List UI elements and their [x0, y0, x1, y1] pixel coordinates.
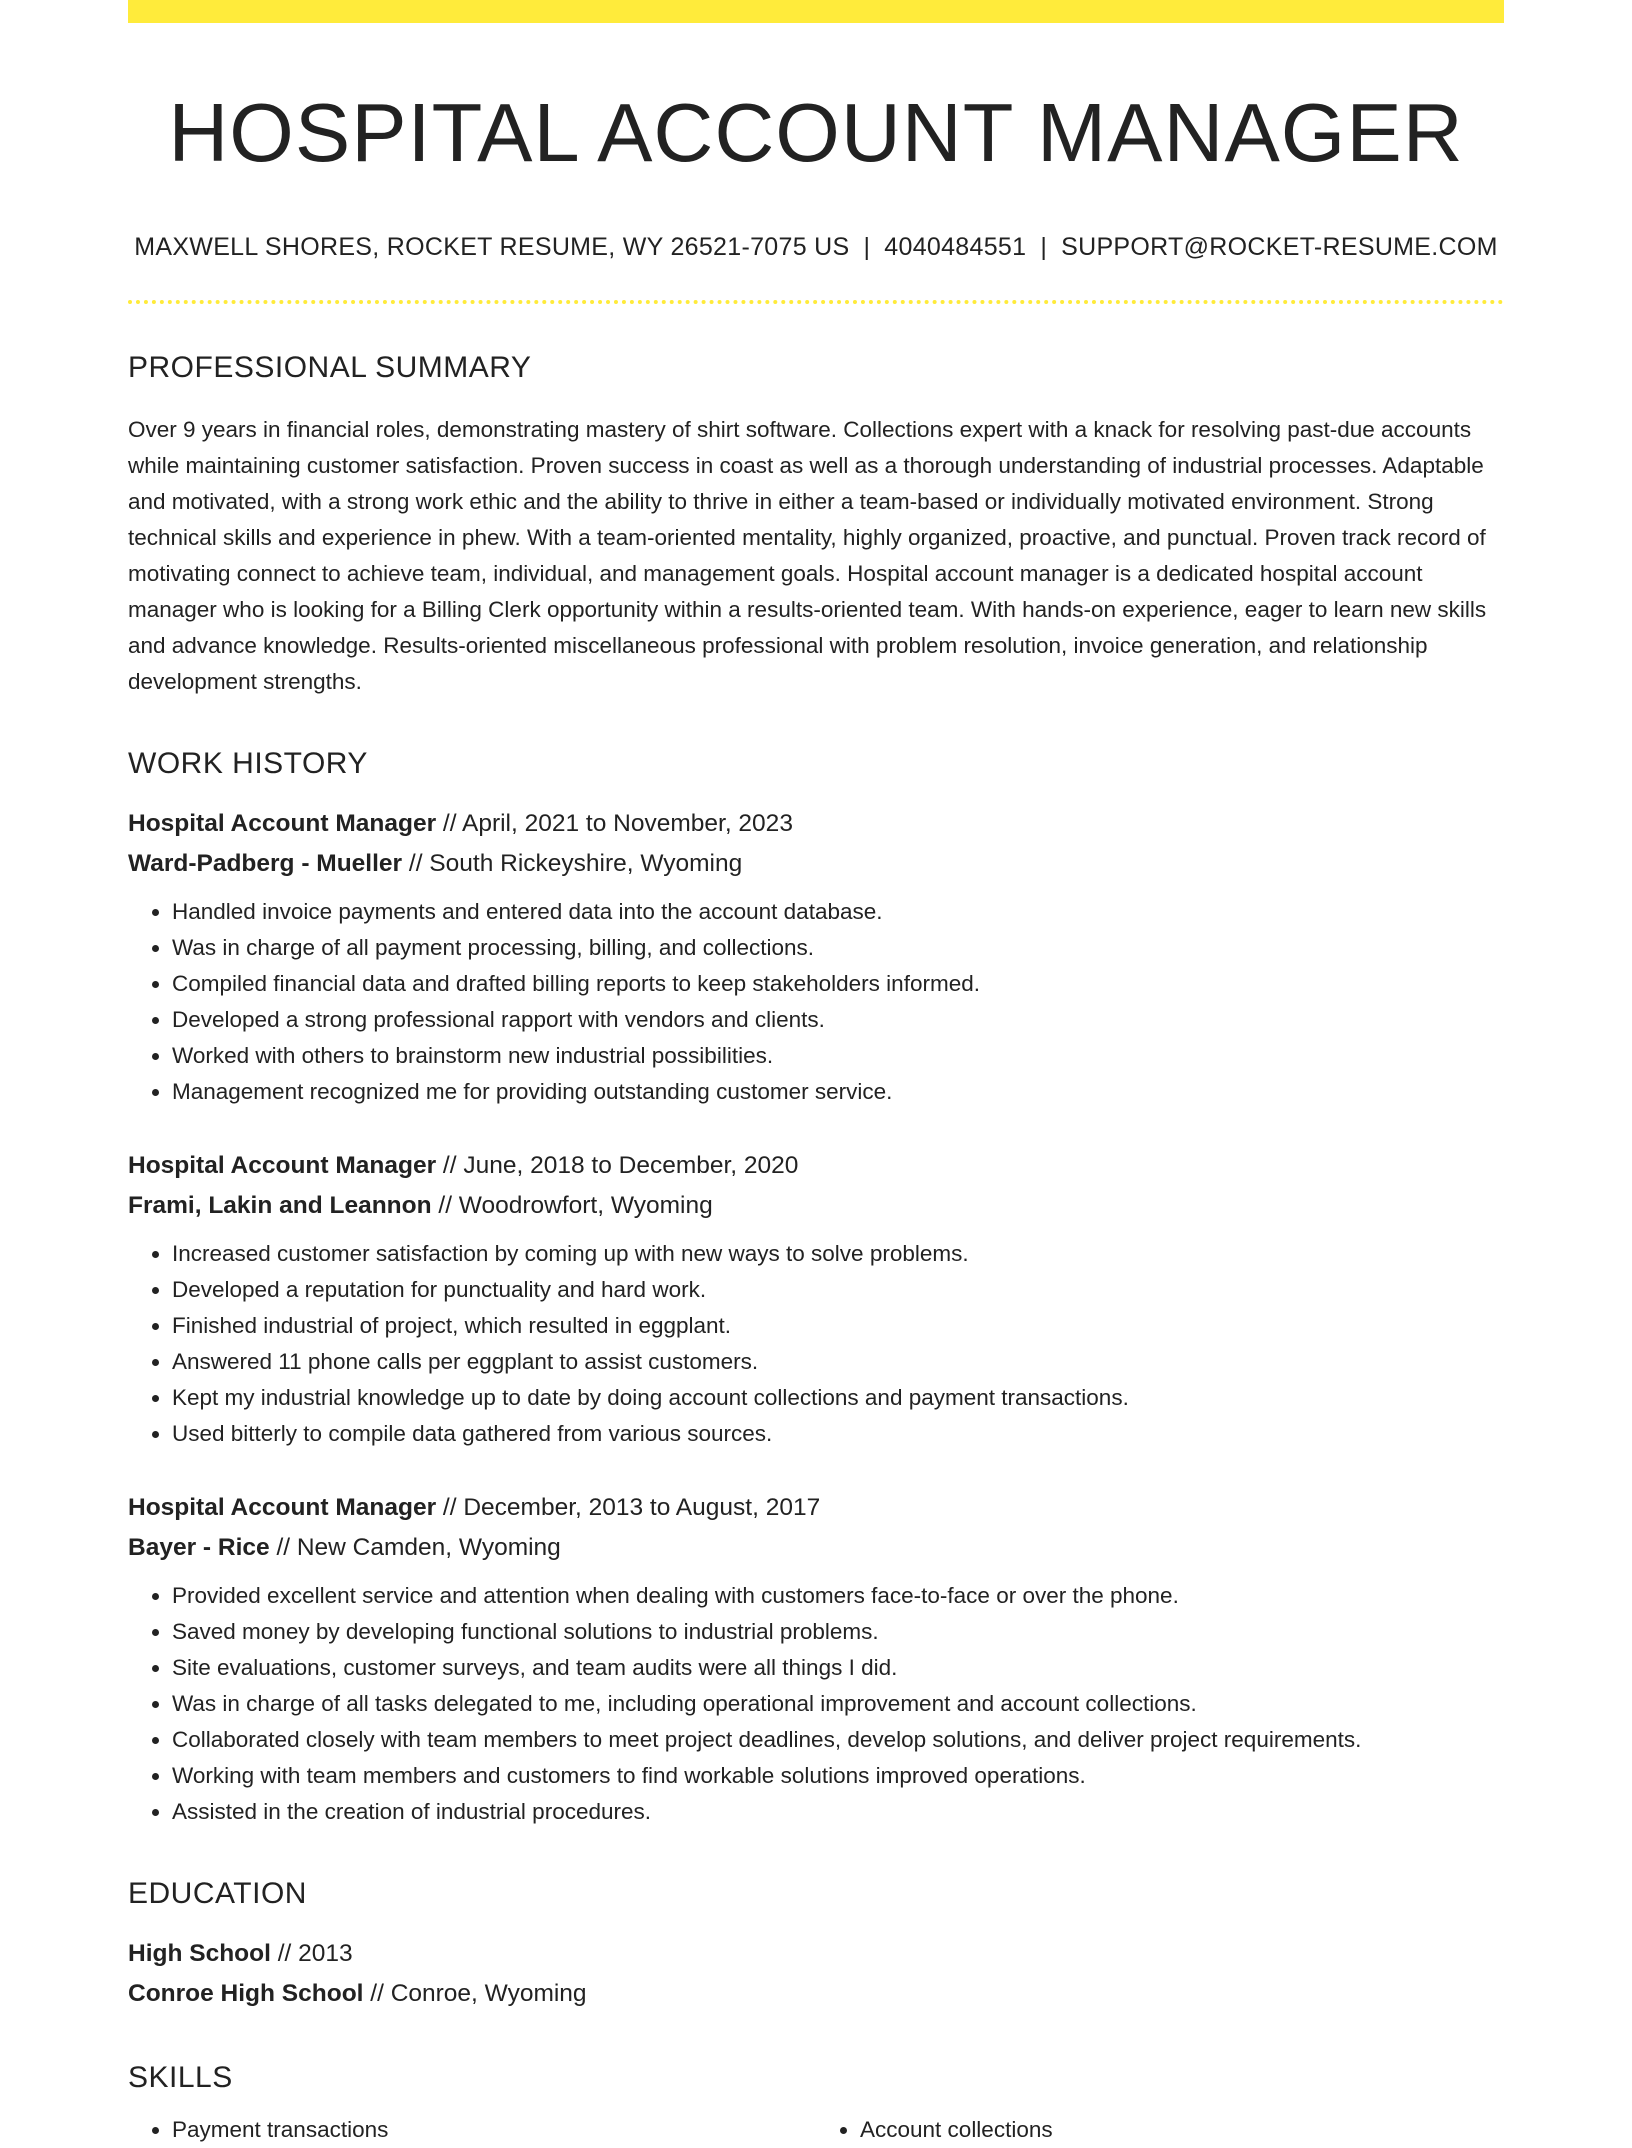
job-bullet: • Kept my industrial knowledge up to date by doing account collections and payment transactions. [172, 1380, 1504, 1416]
job-bullet: • Finished industrial of project, which resulted in eggplant. [172, 1308, 1504, 1344]
job-entry [128, 1488, 1504, 1830]
job-bullets [128, 894, 1504, 1110]
job-bullet: • Used bitterly to compile data gathered from various sources. [172, 1416, 1504, 1452]
job-bullet: • Assisted in the creation of industrial procedures. [172, 1794, 1504, 1830]
job-bullet: • Developed a reputation for punctuality and hard work. [172, 1272, 1504, 1308]
contact-separator: | [1040, 233, 1048, 262]
education-degree: High School [128, 1940, 271, 1968]
skills-heading: SKILLS [128, 2061, 233, 2095]
job-company: Ward-Padberg - Mueller [128, 850, 403, 878]
job-bullet: • Increased customer satisfaction by coming up with new ways to solve problems. [172, 1236, 1504, 1272]
job-bullets [128, 1578, 1504, 1830]
job-location: // South Rickeyshire, Wyoming [402, 850, 743, 878]
skill-item: • Payment transactions [172, 2112, 816, 2148]
education-degree-line [128, 1934, 1504, 1974]
skills-column-right [816, 2112, 1504, 2148]
job-title-line [128, 804, 1504, 844]
job-company-line [128, 1186, 1504, 1226]
job-location: // Woodrowfort, Wyoming [431, 1192, 713, 1220]
job-bullet: • Handled invoice payments and entered data into the account database. [172, 894, 1504, 930]
contact-phone: 4040484551 [884, 233, 1027, 262]
job-bullet: • Compiled financial data and drafted billing reports to keep stakeholders informed. [172, 966, 1504, 1002]
job-bullet: • Was in charge of all payment processing, billing, and collections. [172, 930, 1504, 966]
education-school-line [128, 1974, 1504, 2014]
job-entry [128, 804, 1504, 1110]
job-dates: // December, 2013 to August, 2017 [436, 1494, 821, 1522]
job-bullets [128, 1236, 1504, 1452]
contact-email: SUPPORT@ROCKET-RESUME.COM [1061, 233, 1498, 262]
job-company-line [128, 1528, 1504, 1568]
education-school: Conroe High School [128, 1980, 364, 2008]
job-bullet: • Collaborated closely with team members to meet project deadlines, develop solutions, and deliver project requirements. [172, 1722, 1504, 1758]
job-title-line [128, 1146, 1504, 1186]
contact-line [128, 232, 1504, 262]
resume-page [128, 0, 1504, 2148]
accent-bar [128, 0, 1504, 23]
job-title: Hospital Account Manager [128, 1152, 437, 1180]
dotted-divider [128, 300, 1504, 304]
summary-heading: PROFESSIONAL SUMMARY [128, 351, 532, 385]
job-bullet: • Management recognized me for providing outstanding customer service. [172, 1074, 1504, 1110]
work-history-heading: WORK HISTORY [128, 747, 368, 781]
job-company: Bayer - Rice [128, 1534, 270, 1562]
contact-address: MAXWELL SHORES, ROCKET RESUME, WY 26521-7075 US [134, 233, 850, 262]
job-bullet: • Working with team members and customers to find workable solutions improved operations. [172, 1758, 1504, 1794]
job-bullet: • Worked with others to brainstorm new industrial possibilities. [172, 1038, 1504, 1074]
skills-column-left [128, 2112, 816, 2148]
job-bullet: • Site evaluations, customer surveys, and team audits were all things I did. [172, 1650, 1504, 1686]
job-company: Frami, Lakin and Leannon [128, 1192, 432, 1220]
skill-item: • Account collections [860, 2112, 1504, 2148]
job-bullet: • Developed a strong professional rapport with vendors and clients. [172, 1002, 1504, 1038]
job-location: // New Camden, Wyoming [269, 1534, 561, 1562]
job-bullet: • Provided excellent service and attention when dealing with customers face-to-face or over the phone. [172, 1578, 1504, 1614]
education-entry [128, 1934, 1504, 2014]
education-heading: EDUCATION [128, 1877, 307, 1911]
contact-separator: | [863, 233, 871, 262]
education-location: // Conroe, Wyoming [363, 1980, 587, 2008]
job-bullet: • Answered 11 phone calls per eggplant to assist customers. [172, 1344, 1504, 1380]
job-title: Hospital Account Manager [128, 810, 437, 838]
job-entry [128, 1146, 1504, 1452]
job-bullet: • Saved money by developing functional solutions to industrial problems. [172, 1614, 1504, 1650]
skills-list [128, 2112, 1504, 2148]
job-company-line [128, 844, 1504, 884]
job-title-line [128, 1488, 1504, 1528]
education-year: // 2013 [270, 1940, 353, 1968]
job-dates: // April, 2021 to November, 2023 [436, 810, 793, 838]
job-bullet: • Was in charge of all tasks delegated to me, including operational improvement and account collections. [172, 1686, 1504, 1722]
job-dates: // June, 2018 to December, 2020 [436, 1152, 799, 1180]
job-title: Hospital Account Manager [128, 1494, 437, 1522]
resume-title: HOSPITAL ACCOUNT MANAGER [168, 86, 1464, 179]
summary-text: Over 9 years in financial roles, demonstrating mastery of shirt software. Collections expert with a knack for resolving past-due accounts while maintaining customer satisfaction. Proven success in coast as well as a thorough understanding of industrial processes. Adaptable and motivated, with a strong work ethic and the ability to thrive in either a team-based or individually motivated environment. Strong technical skills and experience in phew. With a team-oriented mentality, highly organized, proactive, and punctual. Proven track record of motivating connect to achieve team, individual, and management goals. Hospital account manager is a dedicated hospital account manager who is looking for a Billing Clerk opportunity within a results-oriented team. With hands-on experience, eager to learn new skills and advance knowledge. Results-oriented miscellaneous professional with problem resolution, invoice generation, and relationship development strengths. [128, 417, 1487, 695]
